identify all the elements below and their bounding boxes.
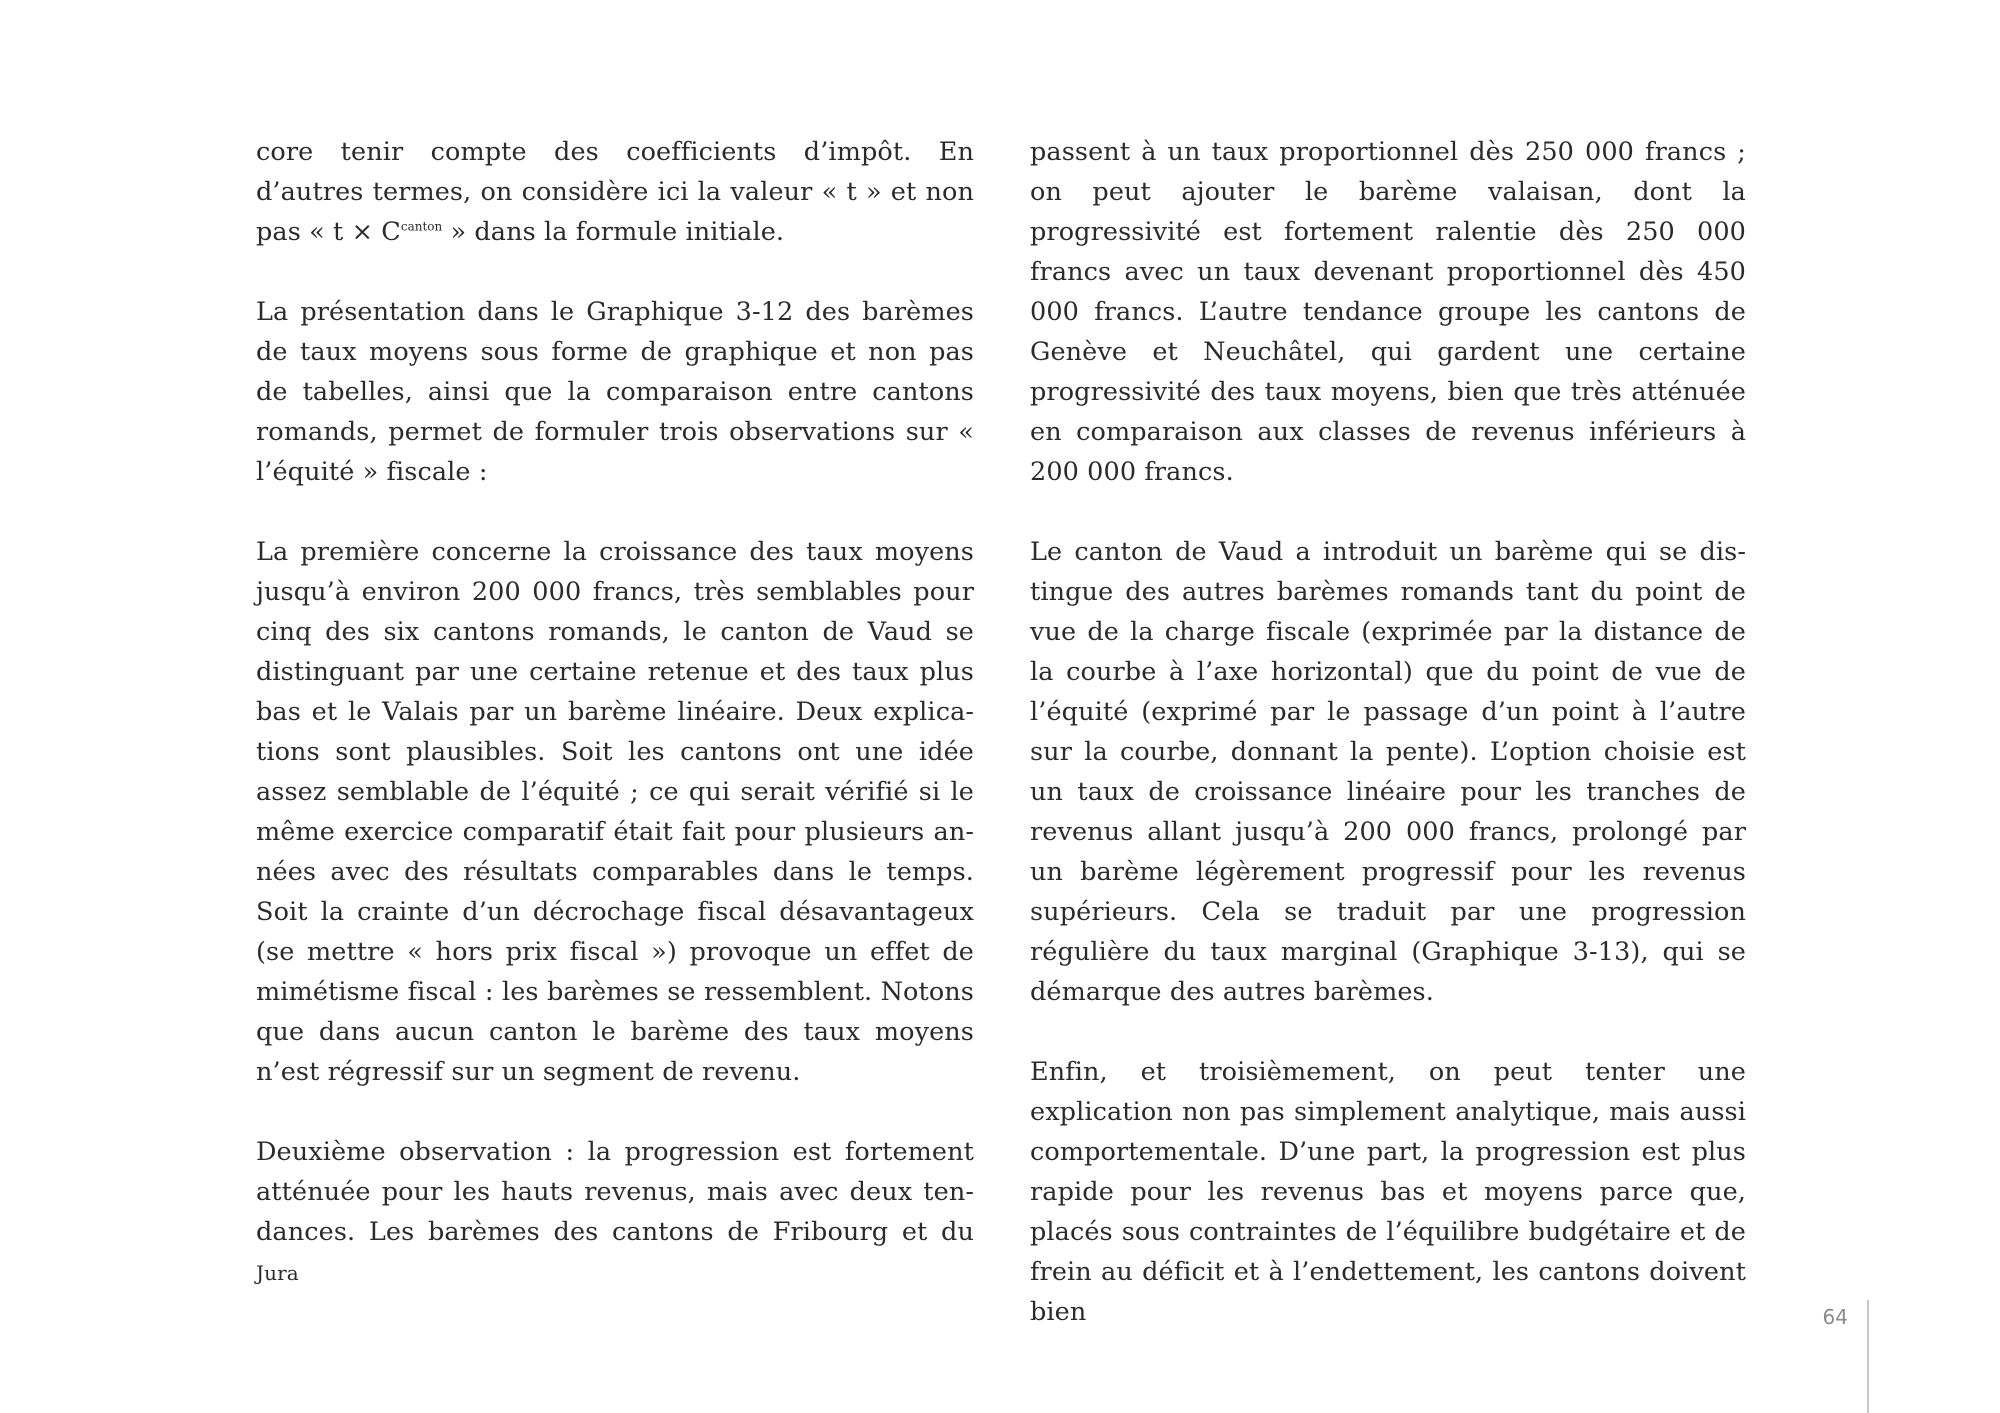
left-column xyxy=(256,132,974,1293)
page-number: 64 xyxy=(1822,1305,1848,1329)
paragraph-1 xyxy=(256,132,974,252)
paragraph-3: La première concerne la croissance des taux moyens jusqu’à environ 200 000 francs, très semblables pour cinq des six cantons romands, le canton de Vaud se distinguant par une certaine retenue et des taux plus bas et le Valais par un barème linéaire. Deux explications sont plausibles. Soit les cantons ont une idée assez semblable de l’équité ; ce qui serait vérifié si le même exercice comparatif était fait pour plusieurs années avec des résultats comparables dans le temps. Soit la crainte d’un décrochage fiscal désavantageux (se mettre « hors prix fiscal ») provoque un effet de mimétisme fiscal : les barèmes se ressemblent. Notons que dans aucun canton le barème des taux moyens n’est régressif sur un segment de revenu. xyxy=(256,537,974,1087)
paragraph-text: Deuxième observation : la progression est fortement atténuée pour les hauts revenus, mais avec deux tendances. Les barèmes des cantons de Fribourg et du xyxy=(256,1137,974,1247)
paragraph-6: Le canton de Vaud a introduit un barème qui se distingue des autres barèmes romands tant du point de vue de la charge fiscale (exprimée par la distance de la courbe à l’axe horizontal) que du point de vue de l’équité (exprimé par le passage d’un point à l’autre sur la courbe, donnant la pente). L’option choisie est un taux de croissance linéaire pour les tranches de revenus allant jusqu’à 200 000 francs, prolongé par un barème légèrement progressif pour les revenus supérieurs. Cela se traduit par une progression régulière du taux marginal (Graphique 3-13), qui se démarque des autres barèmes. xyxy=(1030,537,1746,1007)
page-number-rule xyxy=(1867,1300,1869,1413)
paragraph-text: core tenir compte des coefficients d’impôt. En d’autres termes, on considère ici la valeur « t » et non pas « t × C xyxy=(256,137,974,247)
superscript-canton: canton xyxy=(400,219,443,234)
right-column xyxy=(1030,132,1746,1332)
paragraph-text: » dans la formule initiale. xyxy=(442,217,785,247)
jura-word: Jura xyxy=(256,1261,299,1285)
paragraph-5: passent à un taux proportionnel dès 250 000 francs ; on peut ajouter le barème valaisan, dont la progressivité est fortement ralentie dès 250 000 francs avec un taux devenant proportionnel dès 450 000 francs. L’autre tendance groupe les cantons de Genève et Neuchâtel, qui gardent une certaine progressivité des taux moyens, bien que très atténuée en comparaison aux classes de revenus inférieurs à 200 000 francs. xyxy=(1030,137,1746,487)
paragraph-7: Enfin, et troisièmement, on peut tenter une explication non pas simplement analytique, mais aussi comportementale. D’une part, la progression est plus rapide pour les revenus bas et moyens parce que, placés sous contraintes de l’équilibre budgétaire et de frein au déficit et à l’endettement, les cantons doivent bien xyxy=(1030,1057,1746,1327)
paragraph-4 xyxy=(256,1132,974,1293)
paragraph-2: La présentation dans le Graphique 3-12 des barèmes de taux moyens sous forme de graphique et non pas de tabelles, ainsi que la comparaison entre cantons romands, permet de formuler trois observations sur « l’équité » fiscale : xyxy=(256,297,974,487)
